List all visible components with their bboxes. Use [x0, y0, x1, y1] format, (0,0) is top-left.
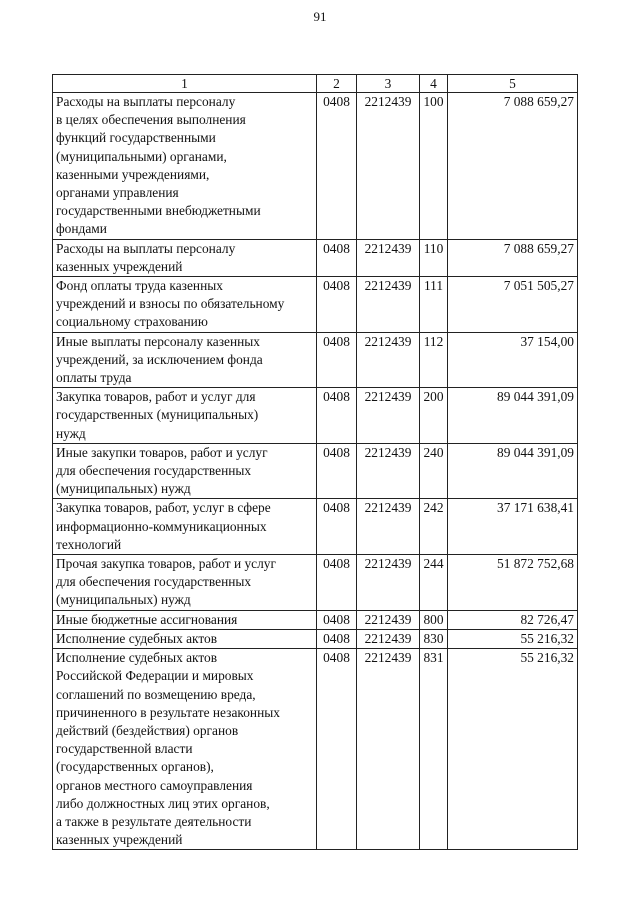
amount: 51 872 752,68 [448, 555, 578, 611]
amount: 82 726,47 [448, 610, 578, 629]
expense-name-line: нужд [56, 425, 86, 441]
expense-name-line: казенных учреждений [56, 258, 183, 274]
expense-name-line: для обеспечения государственных [56, 574, 252, 590]
target-code: 2212439 [357, 555, 420, 611]
expense-name [53, 93, 317, 240]
table-row [53, 443, 578, 499]
amount: 7 088 659,27 [448, 239, 578, 276]
target-code: 2212439 [357, 499, 420, 555]
kind-code: 100 [420, 93, 448, 240]
kind-code: 800 [420, 610, 448, 629]
section-code: 0408 [317, 277, 357, 333]
expense-name-line: Расходы на выплаты персоналу [56, 94, 236, 109]
kind-code: 240 [420, 443, 448, 499]
expense-name-line: органами управления [56, 185, 179, 201]
expense-name-line: государственными внебюджетными [56, 203, 261, 219]
expense-name-line: Иные закупки товаров, работ и услуг [56, 444, 268, 460]
table-body [53, 93, 578, 850]
expense-name-line: государственных (муниципальных) [56, 407, 259, 423]
page-number: 91 [313, 9, 327, 24]
amount: 7 051 505,27 [448, 277, 578, 333]
table-row [53, 239, 578, 276]
header-target: 3 [357, 75, 420, 93]
section-code: 0408 [317, 629, 357, 648]
table-row [53, 649, 578, 850]
target-code: 2212439 [357, 277, 420, 333]
expense-name-line: казенными учреждениями, [56, 166, 210, 182]
expense-name [53, 239, 317, 276]
expense-name-line: Иные бюджетные ассигнования [56, 611, 238, 627]
target-code: 2212439 [357, 443, 420, 499]
section-code: 0408 [317, 388, 357, 444]
section-code: 0408 [317, 93, 357, 240]
expense-name-line: Закупка товаров, работ и услуг для [56, 389, 256, 405]
expense-name-line: социальному страхованию [56, 314, 208, 330]
kind-code: 110 [420, 239, 448, 276]
expense-name-line: соглашений по возмещению вреда, [56, 686, 256, 702]
target-code: 2212439 [357, 93, 420, 240]
expense-name [53, 499, 317, 555]
table-row [53, 499, 578, 555]
expense-name-line: фондами [56, 221, 107, 237]
amount: 37 171 638,41 [448, 499, 578, 555]
table-row [53, 555, 578, 611]
section-code: 0408 [317, 649, 357, 850]
expense-name-line: Иные выплаты персоналу казенных [56, 333, 260, 349]
header-kind: 4 [420, 75, 448, 93]
expense-name-line: причиненного в результате незаконных [56, 704, 280, 720]
amount: 55 216,32 [448, 629, 578, 648]
expense-name [53, 332, 317, 388]
amount: 37 154,00 [448, 332, 578, 388]
expense-name [53, 443, 317, 499]
target-code: 2212439 [357, 629, 420, 648]
expense-name-line: для обеспечения государственных [56, 463, 252, 479]
expense-name [53, 277, 317, 333]
header-row [53, 75, 578, 93]
table-row [53, 629, 578, 648]
expense-name-line: функций государственными [56, 130, 216, 146]
header-section: 2 [317, 75, 357, 93]
section-code: 0408 [317, 443, 357, 499]
expense-name-line: (государственных органов), [56, 759, 214, 775]
expense-name-line: (муниципальных) нужд [56, 481, 191, 497]
kind-code: 830 [420, 629, 448, 648]
section-code: 0408 [317, 332, 357, 388]
expense-name-line: Фонд оплаты труда казенных [56, 278, 223, 294]
kind-code: 111 [420, 277, 448, 333]
budget-table [52, 74, 578, 850]
kind-code: 242 [420, 499, 448, 555]
expense-name-line: Исполнение судебных актов [56, 650, 218, 666]
expense-name-line: органов местного самоуправления [56, 777, 253, 793]
expense-name-line: в целях обеспечения выполнения [56, 112, 246, 128]
expense-name [53, 388, 317, 444]
header-name: 1 [53, 75, 317, 93]
expense-name-line: технологий [56, 536, 122, 552]
target-code: 2212439 [357, 388, 420, 444]
expense-name-line: оплаты труда [56, 370, 132, 386]
target-code: 2212439 [357, 610, 420, 629]
expense-name-line: государственной власти [56, 741, 193, 757]
amount: 89 044 391,09 [448, 388, 578, 444]
expense-name [53, 649, 317, 850]
table-row [53, 332, 578, 388]
amount: 7 088 659,27 [448, 93, 578, 240]
expense-name [53, 555, 317, 611]
section-code: 0408 [317, 555, 357, 611]
amount: 55 216,32 [448, 649, 578, 850]
table-row [53, 610, 578, 629]
expense-name [53, 629, 317, 648]
expense-name [53, 610, 317, 629]
target-code: 2212439 [357, 239, 420, 276]
expense-name-line: либо должностных лиц этих органов, [56, 795, 270, 811]
amount: 89 044 391,09 [448, 443, 578, 499]
expense-name-line: а также в результате деятельности [56, 813, 252, 829]
expense-name-line: Исполнение судебных актов [56, 630, 218, 646]
expense-name-line: (муниципальными) органами, [56, 148, 227, 164]
header-amount: 5 [448, 75, 578, 93]
expense-name-line: информационно-коммуникационных [56, 518, 267, 534]
expense-name-line: казенных учреждений [56, 832, 183, 848]
table-row [53, 277, 578, 333]
expense-name-line: учреждений и взносы по обязательному [56, 296, 285, 312]
table-row [53, 388, 578, 444]
table-row [53, 93, 578, 240]
kind-code: 831 [420, 649, 448, 850]
section-code: 0408 [317, 239, 357, 276]
expense-name-line: Расходы на выплаты персоналу [56, 240, 236, 256]
target-code: 2212439 [357, 332, 420, 388]
expense-name-line: Закупка товаров, работ, услуг в сфере [56, 500, 271, 516]
section-code: 0408 [317, 499, 357, 555]
expense-name-line: (муниципальных) нужд [56, 592, 191, 608]
section-code: 0408 [317, 610, 357, 629]
expense-name-line: учреждений, за исключением фонда [56, 351, 263, 367]
kind-code: 244 [420, 555, 448, 611]
expense-name-line: действий (бездействия) органов [56, 722, 239, 738]
kind-code: 200 [420, 388, 448, 444]
target-code: 2212439 [357, 649, 420, 850]
kind-code: 112 [420, 332, 448, 388]
expense-name-line: Прочая закупка товаров, работ и услуг [56, 556, 276, 572]
expense-name-line: Российской Федерации и мировых [56, 668, 254, 684]
